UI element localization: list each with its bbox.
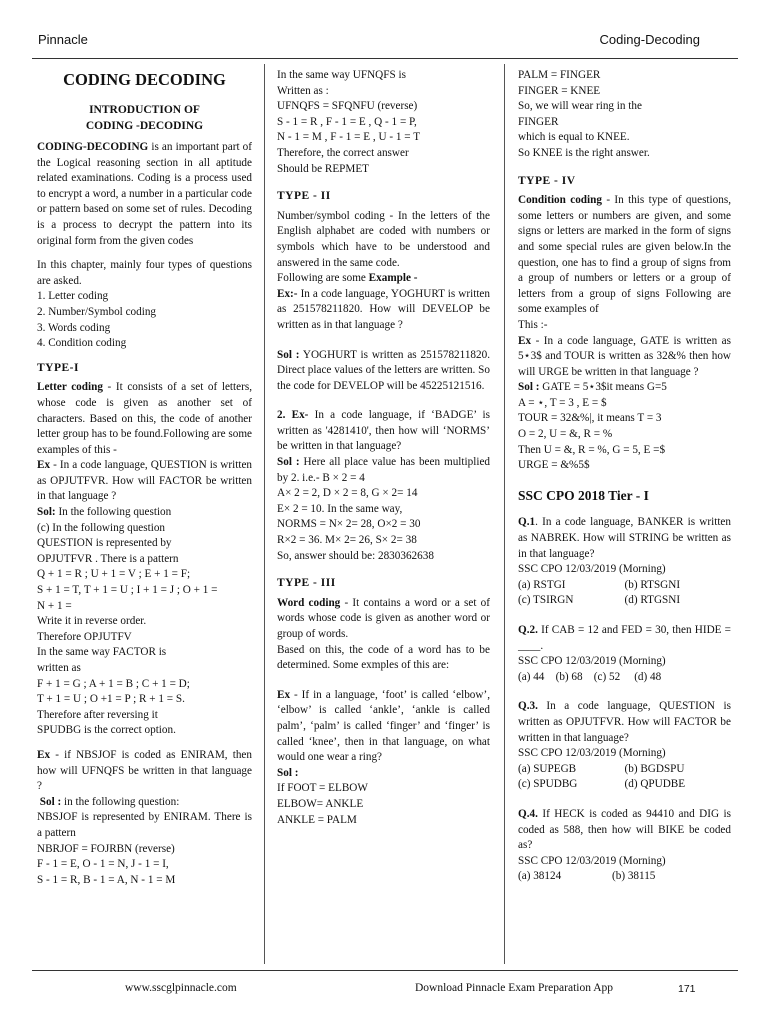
type-list-item: 4. Condition coding [37, 337, 127, 350]
solution-line: If FOOT = ELBOW [277, 782, 368, 795]
condition-coding-term: Condition coding [518, 194, 602, 207]
word-coding-text: - It contains a word or a set of words whose code is given as another word or group of words. [277, 596, 490, 640]
solution-line: Therefore OPJUTFV [37, 630, 132, 643]
solution-line: S - 1 = R, B - 1 = A, N - 1 = M [37, 873, 176, 886]
solution-line: PALM = FINGER [518, 69, 601, 81]
example-3 [277, 287, 490, 334]
question-label: Q.3. [518, 700, 538, 713]
example-2 [37, 748, 252, 795]
question-text: If CAB = 12 and FED = 30, then HIDE = ____. [518, 624, 731, 652]
solution-line: OPJUTFVR . There is a pattern [37, 552, 179, 565]
solution-line: R×2 = 36. M× 2= 26, S× 2= 38 [277, 534, 417, 547]
solution-line: NBSJOF is represented by ENIRAM. There is a pattern [37, 811, 252, 839]
solution-line: So KNEE is the right answer. [518, 146, 650, 159]
options-row [518, 869, 731, 885]
example-1 [37, 458, 252, 505]
header-brand: Pinnacle [38, 32, 88, 47]
chapter-intro: In this chapter, mainly four types of questions are asked. [37, 259, 252, 287]
question-label: Q.1 [518, 516, 536, 529]
option: (b) RTSGNI [624, 578, 681, 591]
example-label: Ex [37, 748, 51, 761]
options-row [518, 578, 731, 594]
solution-line: S + 1 = T, T + 1 = U ; I + 1 = J ; O + 1 = [37, 584, 218, 597]
solution-line: A = ⋆, T = 3 , E = $ [518, 396, 607, 409]
solution-line: NORMS = N× 2= 28, O×2 = 30 [277, 518, 421, 531]
solution-line: TOUR = 32&%|, it means T = 3 [518, 412, 662, 425]
page-title: CODING DECODING [63, 70, 226, 89]
example-label: Ex [37, 459, 51, 472]
example-5 [277, 688, 490, 766]
solution-line: FINGER = KNEE [518, 84, 601, 97]
question-source: SSC CPO 12/03/2019 (Morning) [518, 563, 666, 576]
option: (d) RTGSNI [624, 594, 681, 607]
word-coding-term: Word coding [277, 596, 341, 609]
solution-line: N - 1 = M , F - 1 = E , U - 1 = T [277, 131, 421, 144]
option: (a) 38124 [518, 870, 562, 883]
options-row [518, 593, 731, 609]
option: (b) BGDSPU [624, 762, 685, 775]
example-label: Ex [277, 688, 291, 701]
solution-text: GATE = 5⋆3$it means G=5 [539, 381, 667, 394]
solution-line: Then U = &, R = %, G = 5, E =$ [518, 443, 666, 456]
solution-label: Sol : [277, 766, 299, 779]
options-row [518, 777, 731, 793]
column-divider [264, 64, 265, 964]
solution-text: In the following question [55, 506, 172, 519]
this-label: This :- [518, 318, 548, 331]
solution-line: UFNQFS = SFQNFU (reverse) [277, 100, 418, 113]
letter-coding-term: Letter coding [37, 381, 103, 394]
solution-label: Sol : [277, 348, 300, 361]
solution-line: T + 1 = U ; O +1 = P ; R + 1 = S. [37, 693, 185, 706]
solution-1 [37, 505, 252, 521]
solution-line: Should be REPMET [277, 162, 369, 175]
example-label: Ex [518, 334, 532, 347]
question-source: SSC CPO 12/03/2019 (Morning) [518, 655, 666, 668]
solution-line: Therefore after reversing it [37, 708, 158, 721]
example-4 [277, 408, 490, 455]
solution-line: So, answer should be: 2830362638 [277, 549, 434, 562]
solution-line: O = 2, U = &, R = % [518, 428, 613, 441]
footer-rule [32, 970, 738, 971]
solution-line: Written as : [277, 84, 329, 97]
column-1 [37, 68, 252, 888]
solution-line: S - 1 = R , F - 1 = E , Q - 1 = P, [277, 115, 417, 128]
example-label: 2. Ex- [277, 409, 309, 422]
header-rule [32, 58, 738, 59]
example-text: - If in a language, ‘foot’ is called ‘elbow’, ‘elbow’ is called ‘ankle’, ‘ankle is called palm’, ‘palm’ is called ‘finger’ and ‘finger’ is called ‘knee’, then in that language, on what would one wear a ring? [277, 688, 490, 764]
condition-coding-paragraph [518, 193, 731, 318]
solution-line: which is equal to KNEE. [518, 131, 630, 144]
solution-line: FINGER [518, 115, 559, 128]
solution-line: F + 1 = G ; A + 1 = B ; C + 1 = D; [37, 677, 190, 690]
type-list-item: 2. Number/Symbol coding [37, 305, 157, 318]
solution-line: E× 2 = 10. In the same way, [277, 502, 403, 515]
examples-intro-text: Following are some [277, 272, 369, 285]
solution-label: Sol : [277, 456, 300, 469]
examples-intro [277, 271, 490, 287]
option: (d) QPUDBE [624, 778, 686, 791]
solution-line: URGE = &%5$ [518, 459, 590, 472]
option: (c) SPUDBG [518, 778, 578, 791]
based-paragraph: Based on this, the code of a word has to be determined. Some exmples of this are: [277, 643, 490, 672]
column-3 [518, 68, 731, 885]
header-chapter: Coding-Decoding [599, 32, 700, 47]
solution-line: Write it in reverse order. [37, 615, 147, 628]
solution-line: SPUDBG is the correct option. [37, 724, 176, 737]
question-text: If HECK is coded as 94410 and DIG is coded as 588, then how will BIKE be coded as? [518, 807, 731, 852]
solution-line: N + 1 = [37, 599, 72, 612]
solution-line: written as [37, 662, 81, 674]
solution-line: Q + 1 = R ; U + 1 = V ; E + 1 = F; [37, 568, 191, 581]
solution-text: Here all place value has been multiplied by 2. i.e.- B × 2 = 4 [277, 456, 491, 484]
solution-label: Sol: [37, 506, 56, 519]
option: (a) RSTGI [518, 578, 566, 591]
solution-line: ANKLE = PALM [277, 813, 357, 826]
example-text: - In a code language, QUESTION is written as OPJUTFVR. How will FACTOR be written in that language ? [37, 459, 252, 503]
letter-coding-paragraph [37, 380, 252, 458]
ssc-section-heading: SSC CPO 2018 Tier - I [518, 487, 649, 503]
word-coding-paragraph [277, 596, 490, 643]
solution-text: YOGHURT is written as 251578211820. Direct place values of the letters are written. So the code for DEVELOP will be 45225121516. [277, 348, 490, 392]
solution-line: NBRJOF = FOJRBN (reverse) [37, 842, 175, 855]
example-6 [518, 334, 731, 381]
question-source: SSC CPO 12/03/2019 (Morning) [518, 854, 666, 867]
page-header [38, 32, 700, 52]
type-list-item: 1. Letter coding [37, 290, 109, 303]
definition-text: is an important part of the Logical reasoning section in all aptitude related examinations. Coding is a process used to encrypt a word, a number in a particular code or pattern based on some set of rules. Decoding is a process to decrypt the pattern into its original form from the given codes [37, 141, 252, 247]
solution-line: Therefore, the correct answer [277, 146, 409, 159]
footer-app-text: Download Pinnacle Exam Preparation App [415, 982, 614, 994]
column-divider [504, 64, 505, 964]
number-symbol-paragraph: Number/symbol coding - In the letters of the English alphabet are coded with numbers or symbols which have to be understood and answered in the same code. [277, 209, 490, 269]
letter-coding-text: - It consists of a set of letters, whose code is given as another set of characters. Based on this, the code of another letter group has to be found.Following are some examples of this - [37, 381, 253, 456]
solution-line: So, we will wear ring in the [518, 100, 642, 113]
condition-coding-text: - In this type of questions, some letters or numbers are given, and some signs or letters are marked in the form of signs and some special rules are given below.In the question, one has to find a group of signs from a group of numbers or letters or a group of letters from a group of signs Following are some examples of [518, 194, 731, 316]
solution-line: In the same way UFNQFS is [277, 69, 406, 81]
question-text: In a code language, QUESTION is written as OPJUTFVR. How will FACTOR be written in that language? [518, 700, 731, 744]
solution-line: A× 2 = 2, D × 2 = 8, G × 2= 14 [277, 487, 418, 500]
solution-line: F - 1 = E, O - 1 = N, J - 1 = I, [37, 858, 169, 871]
question-label: Q.4. [518, 807, 538, 820]
question-2 [518, 623, 731, 654]
question-4 [518, 807, 731, 854]
definition-paragraph [37, 140, 252, 249]
solution-line: ELBOW= ANKLE [277, 797, 364, 810]
option: (a) SUPEGB [518, 762, 577, 775]
question-3 [518, 699, 731, 746]
page-number: 171 [678, 983, 696, 995]
type-3-heading: TYPE - III [277, 577, 336, 590]
options-row: (a) 44 (b) 68 (c) 52 (d) 48 [518, 670, 662, 683]
solution-5 [277, 766, 490, 782]
options-row [518, 762, 731, 778]
example-text: - In a code language, GATE is written as 5⋆3$ and TOUR is written as 32&% then how will URGE be written in that language ? [518, 334, 731, 378]
example-text: - if NBSJOF is coded as ENIRAM, then how will UFNQFS be written in that language ? [37, 748, 252, 793]
solution-3 [277, 348, 490, 395]
solution-6 [518, 380, 731, 396]
solution-2 [37, 795, 252, 811]
question-label: Q.2. [518, 624, 538, 636]
examples-intro-label: Example - [368, 272, 418, 285]
solution-4 [277, 455, 490, 486]
solution-label: Sol : [518, 381, 540, 394]
intro-heading-1: INTRODUCTION OF [89, 104, 200, 116]
type-4-heading: TYPE - IV [518, 174, 576, 187]
solution-line: QUESTION is represented by [37, 537, 172, 550]
example-label: Ex:- [277, 287, 298, 300]
type-1-heading: TYPE-I [37, 361, 79, 374]
example-text: In a code language, if ‘BADGE’ is written as '4281410', then how will ‘NORMS’ be written in that language? [277, 409, 491, 453]
solution-line: (c) In the following question [37, 521, 166, 534]
option: (c) TSIRGN [518, 594, 574, 607]
question-source: SSC CPO 12/03/2019 (Morning) [518, 747, 666, 760]
solution-text: in the following question: [61, 795, 180, 808]
option: (b) 38115 [612, 870, 656, 883]
column-2 [277, 68, 490, 828]
solution-label: Sol : [39, 795, 62, 808]
definition-term: CODING-DECODING [37, 141, 149, 153]
type-list-item: 3. Words coding [37, 321, 111, 334]
footer-website-link[interactable]: www.sscglpinnacle.com [125, 982, 237, 994]
question-1 [518, 515, 731, 562]
type-2-heading: TYPE - II [277, 190, 331, 203]
example-text: In a code language, YOGHURT is written as 251578211820. How will DEVELOP be written as in that language ? [277, 287, 490, 331]
intro-heading-2: CODING -DECODING [85, 120, 204, 132]
question-text: . In a code language, BANKER is written as NABREK. How will STRING be written as in that language? [518, 516, 731, 560]
solution-line: In the same way FACTOR is [37, 646, 167, 659]
